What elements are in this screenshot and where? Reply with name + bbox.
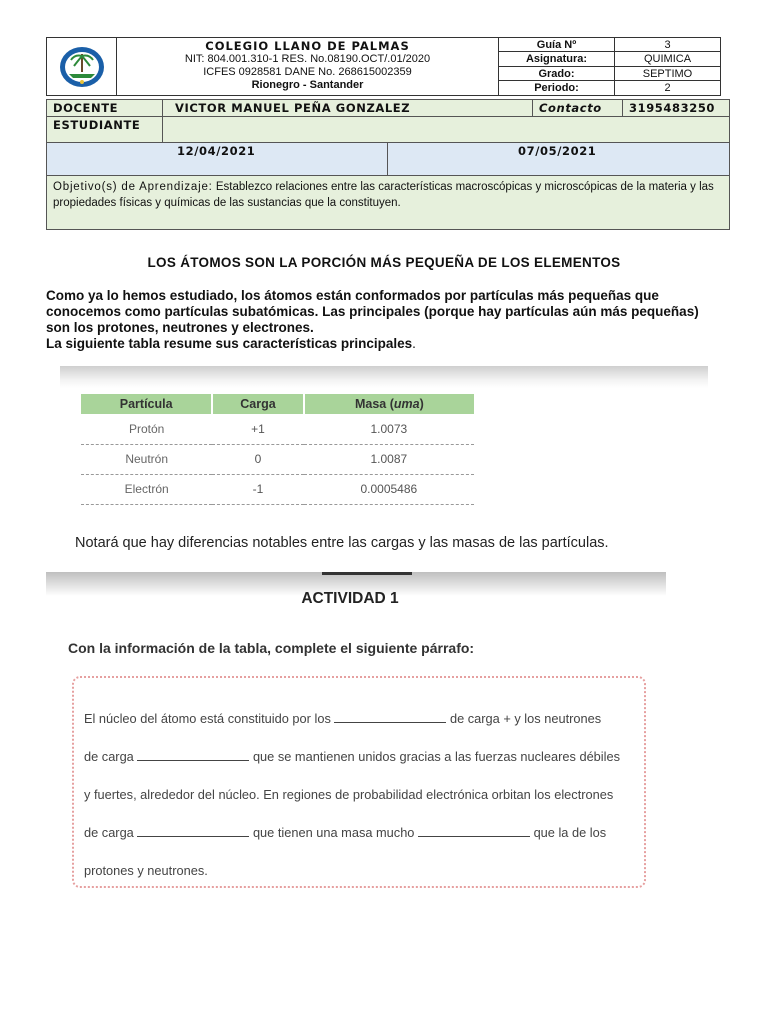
meta-value: 2 (664, 81, 671, 94)
table-cell: +1 (212, 414, 303, 444)
fill-text: que se mantienen unidos gracias a las fuerzas nucleares débiles (252, 749, 621, 764)
blank-field-3[interactable] (137, 827, 249, 837)
meta-row-asignatura (499, 52, 720, 66)
info-table (46, 99, 730, 230)
meta-row-periodo (499, 81, 720, 95)
activity-divider (322, 572, 412, 575)
intro-text: Como ya lo hemos estudiado, los átomos están conformados por partículas más pequeñas que conocemos como partículas subatómicas. Las principales (porque hay partículas aún más pequeñas) son los protones, neutrones y electrones. (46, 288, 699, 335)
table-intro-line (46, 336, 726, 352)
meta-row-grado (499, 67, 720, 81)
particle-table (81, 394, 474, 505)
meta-key: Guía Nº (499, 38, 615, 51)
learning-objective (47, 176, 729, 229)
school-info (117, 38, 499, 95)
table-header-row (81, 394, 474, 414)
school-logo-icon (47, 38, 117, 95)
fill-in-paragraph (72, 676, 646, 888)
docente-name: VICTOR MANUEL PEÑA GONZALEZ (163, 100, 533, 117)
contacto-label: Contacto (533, 100, 623, 117)
page-title: LOS ÁTOMOS SON LA PORCIÓN MÁS PEQUEÑA DE LOS ELEMENTOS (147, 255, 621, 270)
meta-key: Grado: (499, 67, 615, 80)
fill-line-4 (84, 814, 634, 852)
meta-key: Asignatura: (499, 52, 615, 65)
blank-field-4[interactable] (418, 827, 530, 837)
fill-line-2 (84, 738, 634, 776)
school-header (46, 37, 721, 96)
table-cell: Protón (81, 414, 212, 444)
fill-text: que tienen una masa mucho (252, 825, 415, 840)
table-intro-text: La siguiente tabla resume sus características principales (46, 336, 413, 351)
table-cell: 1.0087 (304, 444, 474, 474)
blank-field-2[interactable] (137, 751, 249, 761)
particle-table-image (60, 366, 708, 516)
school-name: COLEGIO LLANO DE PALMAS (205, 39, 410, 53)
logo-cell (47, 38, 117, 95)
nit-line: NIT: 804.001.310-1 RES. No.08190.OCT/.01/2020 (184, 53, 431, 65)
fill-line-3: y fuertes, alrededor del núcleo. En regiones de probabilidad electrónica orbitan los electrones (84, 787, 614, 802)
table-row (81, 414, 474, 444)
table-cell: 0.0005486 (304, 474, 474, 504)
activity-instruction: Con la información de la tabla, complete el siguiente párrafo: (68, 640, 475, 656)
end-date: 07/05/2021 (388, 143, 729, 176)
fill-line-5: protones y neutrones. (84, 863, 208, 878)
blank-field-1[interactable] (334, 713, 446, 723)
table-cell: 0 (212, 444, 303, 474)
docente-label: DOCENTE (47, 100, 163, 117)
table-header: Masa (uma) (304, 394, 474, 414)
meta-value: 3 (664, 39, 671, 51)
intro-paragraph (46, 288, 726, 352)
table-cell: Electrón (81, 474, 212, 504)
fill-line-1 (84, 700, 634, 738)
meta-key: Periodo: (499, 81, 615, 95)
table-row (81, 474, 474, 504)
fill-text: que la de los (533, 825, 607, 840)
table-header: Carga (212, 394, 303, 414)
fill-text: de carga + y los neutrones (449, 711, 602, 726)
estudiante-label: ESTUDIANTE (47, 117, 163, 143)
activity-title: ACTIVIDAD 1 (301, 590, 399, 607)
table-header: Partícula (81, 394, 212, 414)
note-text: Notará que hay diferencias notables entre las cargas y las masas de las partículas. (75, 535, 609, 551)
guide-meta (499, 38, 720, 95)
meta-value: QUIMICA (643, 53, 692, 66)
fill-text: El núcleo del átomo está constituido por los (84, 711, 331, 726)
objective-text: Establezco relaciones entre las características macroscópicas y microscópicas de la materia y las propiedades físicas y químicas de las sustancias que la constituyen. (53, 181, 714, 209)
icfes-line: ICFES 0928581 DANE No. 268615002359 (203, 66, 412, 78)
table-cell: 1.0073 (304, 414, 474, 444)
start-date: 12/04/2021 (47, 143, 388, 176)
city-line: Rionegro - Santander (251, 79, 364, 91)
meta-value: SEPTIMO (642, 67, 693, 80)
estudiante-field[interactable] (163, 117, 729, 143)
table-row (81, 444, 474, 474)
table-cell: -1 (212, 474, 303, 504)
table-cell: Neutrón (81, 444, 212, 474)
fill-text: de carga (84, 825, 134, 840)
objective-label: Objetivo(s) de Aprendizaje: (53, 181, 213, 193)
table-intro-period: . (412, 336, 416, 351)
meta-row-guia (499, 38, 720, 52)
fill-text: de carga (84, 749, 134, 764)
contacto-value: 3195483250 (623, 100, 729, 117)
